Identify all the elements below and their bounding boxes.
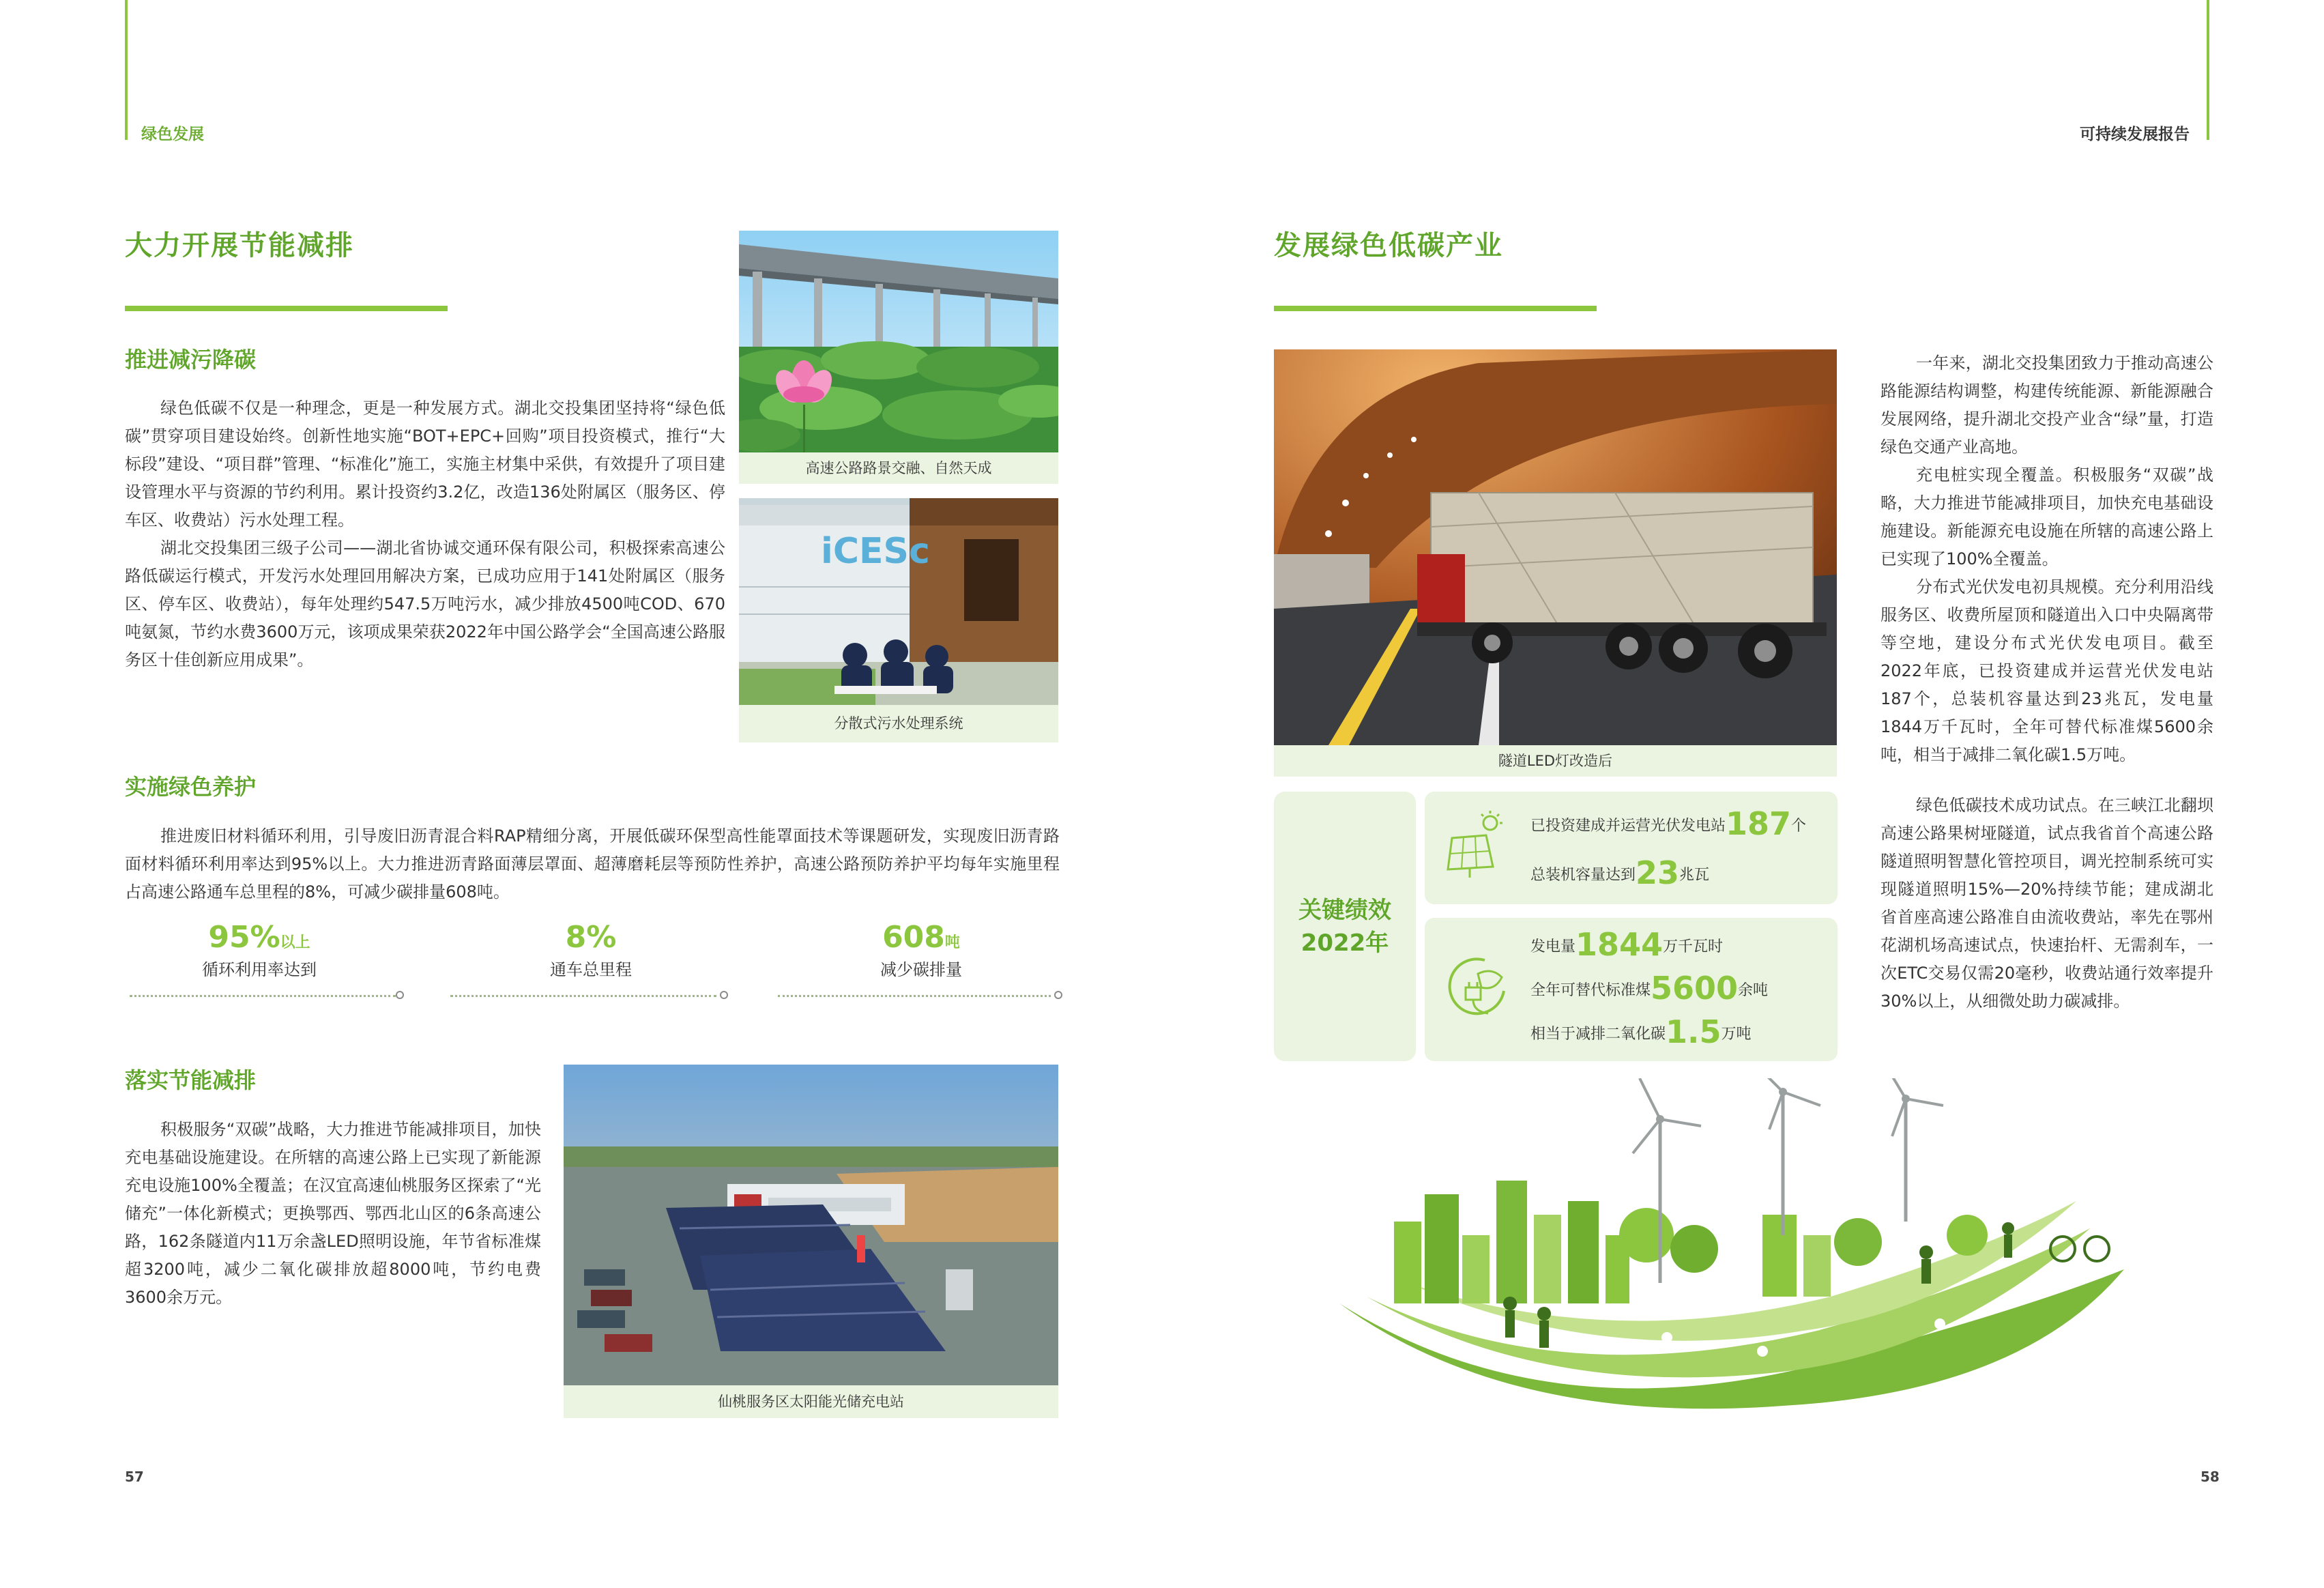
kpi-prefix: 发电量 [1530,938,1576,955]
paragraph-green-low-carbon: 绿色低碳不仅是一种理念，更是一种发展方式。湖北交投集团坚持将“绿色低碳”贯穿项目建设始终。创新性地实施“BOT+EPC+回购”项目投资模式，推行“大标段”建设、“项目群”管理、“标准化”施工，实施主材集中采供，有效提升了项目建设管理水平与资源的节约利用。累计投资约3.2亿，改造136处附属区（服务区、停车区、收费站）污水处理工程。 [125,399,725,530]
kpi-co2-reduction [1530,1013,1752,1050]
key-box-generation [1425,918,1838,1061]
page-number-right: 58 [2200,1469,2220,1485]
key-box-pv-stations [1425,792,1838,904]
photo-sewage-system [739,498,1058,705]
subsection-title-pollution: 推进减污降碳 [125,347,257,373]
photo-caption-tunnel: 隧道LED灯改造后 [1274,745,1837,777]
kpi-pv-stations [1530,805,1806,842]
kpi-unit: 余吨 [1738,982,1769,999]
key-performance-year: 2022年 [1301,929,1389,957]
kpi-installed-capacity [1530,854,1709,891]
stat-value: 608 [882,920,945,955]
photo-caption-lotus: 高速公路路景交融、自然天成 [739,452,1058,484]
paragraph-intro: 一年来，湖北交投集团致力于推动高速公路能源结构调整，构建传统能源、新能源融合发展网络，提升湖北交投产业含“绿”量，打造绿色交通产业高地。 [1880,353,2213,457]
paragraph-maintenance: 推进废旧材料循环利用，引导废旧沥青混合料RAP精细分离，开展低碳环保型高性能罩面技术等课题研发，实现废旧沥青路面材料循环利用率达到95%以上。大力推进沥青路面薄层罩面、超薄磨耗层等预防性养护，高速公路预防养护平均每年实施里程占高速公路通车总里程的8%，可减少碳排量608吨。 [125,826,1060,901]
kpi-unit: 个 [1791,818,1807,835]
photo-caption-sewage: 分散式污水处理系统 [739,705,1058,742]
section-underline [1274,306,1597,311]
stat-divider-dot [396,991,404,999]
paragraph-low-carbon-tech: 绿色低碳技术成功试点。在三峡江北翻坝高速公路果树垭隧道，试点我省首个高速公路隧道照明智慧化管控项目，调光控制系统可实现隧道照明15%—20%持续节能；建成湖北省首座高速公路准自由流收费站，率先在鄂州花湖机场高速试点，快速抬杆、无需刹车，一次ETC交易仅需20毫秒，收费站通行效率提升30%以上，从细微处助力碳减排。 [1880,796,2213,1011]
stat-recycling-rate [157,920,362,980]
green-city-illustration [1339,1078,2158,1426]
stat-mileage [489,920,693,980]
key-performance-label [1274,894,1416,959]
section-title: 发展绿色低碳产业 [1274,230,1503,261]
stat-label: 通车总里程 [550,960,632,979]
photo-lotus-highway [739,231,1058,452]
kpi-power-generation [1530,926,1723,963]
paragraph-charging: 充电桩实现全覆盖。积极服务“双碳”战略，大力推进节能减排项目，加快充电基础设施建设。新能源充电设施在所辖的高速公路上已实现了100%全覆盖。 [1880,465,2213,568]
green-energy-plug-icon [1444,953,1512,1022]
stat-divider [450,995,716,997]
stat-unit: 吨 [944,934,960,951]
stat-divider [778,995,1051,997]
paragraph-energy-saving: 积极服务“双碳”战略，大力推进节能减排项目，加快充电基础设施建设。在所辖的高速公路上已实现了新能源充电设施100%全覆盖；在汉宜高速仙桃服务区探索了“光储充”一体化新模式；更换鄂西、鄂西北山区的6条高速公路，162条隧道内11万余盏LED照明设施，年节省标准煤超3200吨，减少二氧化碳排放超8000吨，节约电费3600余万元。 [125,1120,541,1307]
page-number-left: 57 [125,1469,144,1485]
kpi-value: 5600 [1651,970,1739,1007]
stat-value: 95% [208,920,280,955]
header-rule [125,0,128,140]
section-title: 大力开展节能减排 [125,230,354,261]
kpi-coal-replacement [1530,970,1768,1007]
kpi-value: 1.5 [1666,1013,1722,1050]
paragraph-photovoltaic: 分布式光伏发电初具规模。充分利用沿线服务区、收费所屋顶和隧道出入口中央隔离带等空地，建设分布式光伏发电项目。截至2022年底，已投资建成并运营光伏发电站187个，总装机容量达到23兆瓦，发电量1844万千瓦时，全年可替代标准煤5600余吨，相当于减排二氧化碳1.5万吨。 [1880,577,2213,764]
subsection-title-energy: 落实节能减排 [125,1067,257,1093]
stat-divider-dot [1054,991,1062,999]
kpi-prefix: 已投资建成并运营光伏发电站 [1530,818,1726,835]
kpi-unit: 万吨 [1721,1026,1752,1043]
kpi-unit: 兆瓦 [1679,867,1710,884]
right-page [1162,0,2324,1588]
subsection-title-maintenance: 实施绿色养护 [125,774,257,800]
header-report-name: 可持续发展报告 [2080,126,2190,143]
photo-tunnel-led [1274,349,1837,745]
header-section-name: 绿色发展 [141,126,204,143]
stat-label: 循环利用率达到 [202,960,317,979]
stat-value: 8% [565,920,617,955]
kpi-prefix: 相当于减排二氧化碳 [1530,1026,1666,1043]
kpi-prefix: 全年可替代标准煤 [1530,982,1651,999]
container-logo-text: iCESc [821,531,930,572]
kpi-prefix: 总装机容量达到 [1530,867,1636,884]
stat-carbon-reduction [819,920,1023,980]
stat-divider-dot [720,991,728,999]
kpi-unit: 万千瓦时 [1663,938,1724,955]
key-performance-title: 关键绩效 [1298,897,1391,924]
photo-caption-solar: 仙桃服务区太阳能光储充电站 [564,1385,1058,1418]
kpi-value: 1844 [1575,926,1664,963]
header-rule [2207,0,2209,140]
photo-solar-charging-station [564,1065,1058,1385]
stat-divider [130,995,396,997]
kpi-value: 23 [1636,854,1680,891]
kpi-value: 187 [1726,805,1792,842]
section-underline [125,306,448,311]
paragraph-sewage: 湖北交投集团三级子公司——湖北省协诚交通环保有限公司，积极探索高速公路低碳运行模式，开发污水处理回用解决方案，已成功应用于141处附属区（服务区、停车区、收费站），每年处理约547.5万吨污水，减少排放4500吨COD、670吨氨氮，节约水费3600万元，该项成果荣获2022年中国公路学会“全国高速公路服务区十佳创新应用成果”。 [125,538,725,669]
stat-unit: 以上 [280,934,310,951]
stat-label: 减少碳排量 [880,960,962,979]
solar-panel-icon [1445,811,1507,879]
